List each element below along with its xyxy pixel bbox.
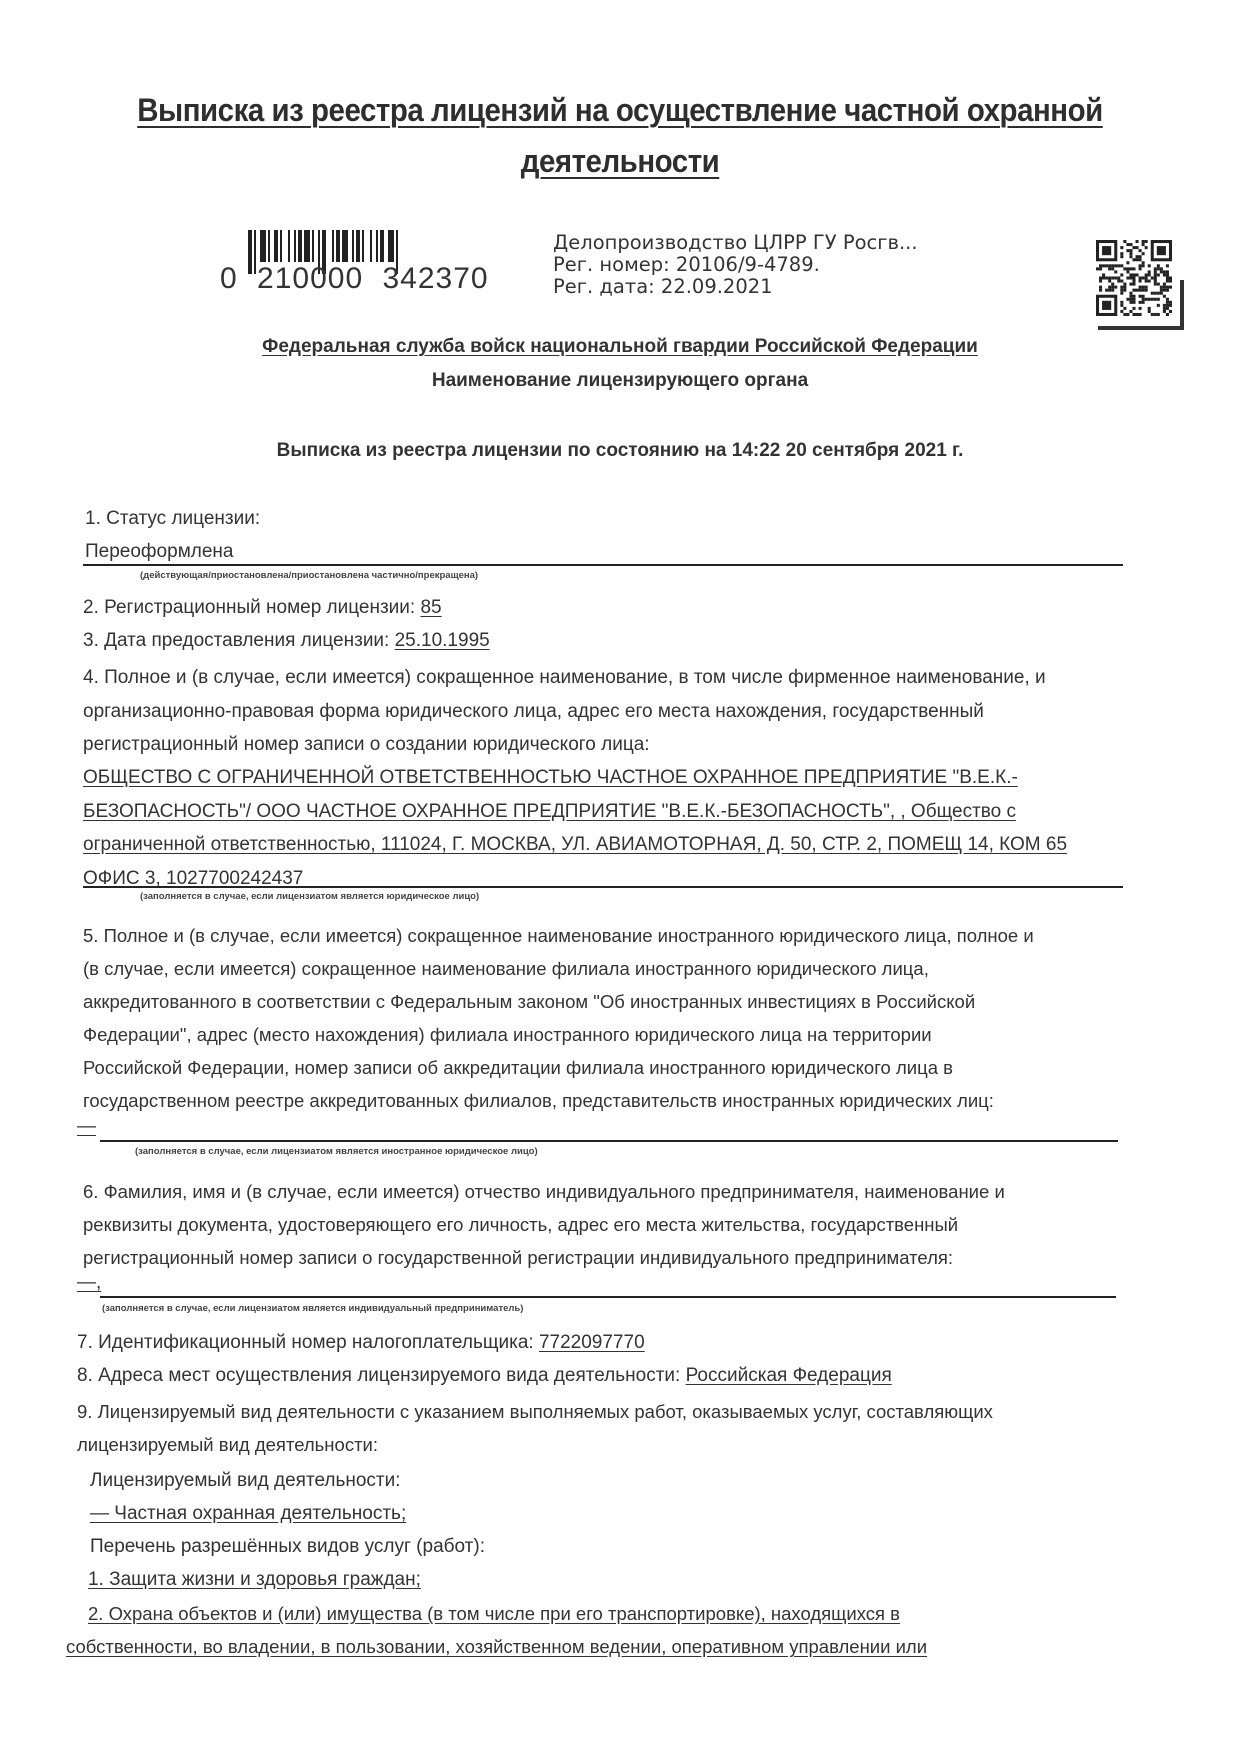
- qr-module: [1129, 249, 1132, 252]
- qr-module: [1126, 298, 1129, 301]
- qr-module: [1102, 301, 1111, 310]
- qr-module: [1126, 267, 1129, 270]
- qr-module: [1114, 270, 1117, 273]
- qr-module: [1166, 270, 1169, 273]
- barcode-bar: [380, 230, 384, 262]
- qr-module: [1099, 286, 1102, 289]
- section-4-value: [83, 761, 1183, 895]
- qr-module: [1105, 289, 1108, 292]
- section-4-label-line: регистрационный номер записи о создании юридического лица:: [83, 734, 650, 755]
- barcode-part-1: 210000: [257, 262, 364, 295]
- section-6-underline: [100, 1296, 1116, 1298]
- qr-module: [1099, 276, 1102, 279]
- qr-module: [1114, 264, 1117, 267]
- qr-module: [1120, 310, 1123, 313]
- qr-module: [1157, 283, 1160, 286]
- section-5-underline: [100, 1140, 1118, 1142]
- stamp-reg-date: Рег. дата: 22.09.2021: [553, 275, 773, 298]
- section-6-label-line: 6. Фамилия, имя и (в случае, если имеется) отчество индивидуального предпринимателя, наименование и: [83, 1181, 1005, 1202]
- qr-module: [1108, 280, 1111, 283]
- qr-module: [1111, 264, 1114, 267]
- section-9-label-line: лицензируемый вид деятельности:: [77, 1434, 379, 1455]
- qr-module: [1126, 276, 1129, 279]
- qr-module: [1145, 240, 1148, 243]
- qr-module: [1139, 249, 1142, 252]
- licensing-body: [0, 336, 1240, 358]
- qr-module: [1129, 301, 1132, 304]
- section-2-label: 2. Регистрационный номер лицензии:: [83, 597, 421, 618]
- section-7: [77, 1332, 645, 1354]
- qr-module: [1105, 264, 1108, 267]
- barcode-bar: [376, 230, 378, 262]
- activity-type-value: — Частная охранная деятельность;: [90, 1503, 407, 1524]
- qr-module: [1163, 307, 1166, 310]
- qr-module: [1132, 313, 1135, 316]
- qr-module: [1169, 276, 1172, 279]
- section-4-label-line: организационно-правовая форма юридического лица, адрес его места нахождения, государственный: [83, 700, 984, 722]
- qr-module: [1099, 280, 1102, 283]
- barcode-bar: [332, 230, 334, 262]
- section-7-label: 7. Идентификационный номер налогоплательщика:: [77, 1332, 539, 1353]
- section-6-label: [83, 1175, 1183, 1274]
- qr-module: [1148, 270, 1151, 273]
- qr-module: [1154, 280, 1157, 283]
- qr-module: [1129, 255, 1132, 258]
- barcode-bar: [356, 230, 360, 262]
- qr-module: [1120, 246, 1123, 249]
- qr-module: [1111, 276, 1114, 279]
- qr-module: [1108, 267, 1111, 270]
- barcode-bar: [294, 230, 296, 262]
- qr-module: [1154, 283, 1157, 286]
- barcode-number: [220, 262, 489, 296]
- qr-module: [1166, 276, 1169, 279]
- barcode-bar: [362, 230, 364, 262]
- qr-module: [1160, 289, 1163, 292]
- legal-entity-line: БЕЗОПАСНОСТЬ"/ ООО ЧАСТНОЕ ОХРАННОЕ ПРЕДПРИЯТИЕ "В.Е.К.-БЕЗОПАСНОСТЬ", , Общество с: [83, 800, 1017, 822]
- qr-module: [1166, 313, 1169, 316]
- barcode-bar: [312, 230, 314, 262]
- qr-module: [1102, 276, 1105, 279]
- services-list-label: Перечень разрешённых видов услуг (работ):: [90, 1536, 485, 1557]
- qr-module: [1154, 276, 1157, 279]
- qr-module: [1154, 267, 1157, 270]
- qr-module: [1123, 307, 1126, 310]
- qr-module: [1142, 276, 1145, 279]
- qr-module: [1099, 289, 1102, 292]
- qr-module: [1142, 252, 1145, 255]
- license-date-value: 25.10.1995: [394, 630, 490, 651]
- qr-module: [1132, 246, 1135, 249]
- foreign-entity-value: —: [77, 1116, 96, 1137]
- qr-module: [1132, 298, 1135, 301]
- qr-module: [1163, 310, 1166, 313]
- qr-code-icon: [1096, 240, 1172, 316]
- section-6-caption: (заполняется в случае, если лицензиатом является индивидуальный предприниматель): [102, 1303, 524, 1314]
- qr-module: [1145, 286, 1148, 289]
- barcode-bar: [274, 230, 278, 262]
- qr-module: [1151, 292, 1154, 295]
- qr-module: [1120, 255, 1123, 258]
- qr-module: [1114, 286, 1117, 289]
- qr-module: [1132, 276, 1135, 279]
- as-of-date: Выписка из реестра лицензии по состоянию на 14:22 20 сентября 2021 г.: [276, 440, 964, 461]
- section-4-underline: [83, 886, 1123, 888]
- qr-module: [1117, 276, 1120, 279]
- qr-module: [1148, 310, 1151, 313]
- section-9-label-line: 9. Лицензируемый вид деятельности с указанием выполняемых работ, оказываемых услуг, составляющих: [77, 1401, 993, 1422]
- license-number-value: 85: [420, 597, 442, 618]
- qr-module: [1142, 286, 1145, 289]
- section-8: [77, 1365, 892, 1387]
- qr-module: [1157, 313, 1160, 316]
- qr-module: [1123, 313, 1126, 316]
- qr-module: [1126, 261, 1129, 264]
- qr-module: [1163, 289, 1166, 292]
- qr-module: [1163, 270, 1166, 273]
- section-5-label-line: аккредитованного в соответствии с Федеральным законом "Об иностранных инвестициях в Российской: [83, 991, 976, 1012]
- qr-module: [1136, 255, 1139, 258]
- qr-module: [1132, 267, 1135, 270]
- qr-module: [1145, 298, 1148, 301]
- qr-module: [1126, 270, 1129, 273]
- section-4-caption: (заполняется в случае, если лицензиатом является юридическое лицо): [140, 891, 480, 902]
- section-1-underline: [83, 564, 1123, 566]
- section-1-caption: (действующая/приостановлена/приостановлена частично/прекращена): [140, 570, 479, 581]
- qr-module: [1154, 270, 1157, 273]
- qr-module: [1142, 261, 1145, 264]
- section-5-label: [83, 919, 1183, 1117]
- section-4-label: [83, 661, 1183, 762]
- stamp-office: Делопроизводство ЦЛРР ГУ Росгв...: [553, 231, 918, 254]
- qr-module: [1154, 298, 1157, 301]
- qr-module: [1136, 258, 1139, 261]
- qr-module: [1157, 267, 1160, 270]
- qr-module: [1145, 273, 1148, 276]
- qr-module: [1166, 280, 1169, 283]
- qr-module: [1139, 276, 1142, 279]
- registration-stamp: [553, 232, 918, 298]
- qr-module: [1169, 301, 1172, 304]
- stamp-reg-number: Рег. номер: 20106/9-4789.: [553, 253, 820, 276]
- qr-module: [1169, 286, 1172, 289]
- qr-module: [1157, 304, 1160, 307]
- qr-module: [1139, 264, 1142, 267]
- qr-module: [1163, 273, 1166, 276]
- qr-module: [1117, 280, 1120, 283]
- qr-module: [1136, 289, 1139, 292]
- qr-module: [1108, 264, 1111, 267]
- service-item: 1. Защита жизни и здоровья граждан;: [88, 1569, 421, 1590]
- qr-module: [1132, 258, 1135, 261]
- qr-module: [1139, 280, 1142, 283]
- qr-module: [1151, 298, 1154, 301]
- qr-module: [1154, 273, 1157, 276]
- qr-module: [1142, 243, 1145, 246]
- qr-module: [1129, 283, 1132, 286]
- qr-module: [1105, 276, 1108, 279]
- license-status-value: Переоформлена: [85, 541, 234, 562]
- qr-module: [1148, 280, 1151, 283]
- qr-module: [1129, 310, 1132, 313]
- qr-module: [1142, 301, 1145, 304]
- qr-module: [1160, 292, 1163, 295]
- qr-module: [1157, 298, 1160, 301]
- qr-module: [1136, 246, 1139, 249]
- qr-module: [1099, 267, 1102, 270]
- barcode-bar: [352, 230, 354, 262]
- barcode-part-2: 342370: [382, 262, 489, 295]
- section-1-label: 1. Статус лицензии:: [85, 508, 261, 529]
- section-5-label-line: (в случае, если имеется) сокращенное наименование филиала иностранного юридического лица,: [83, 958, 929, 979]
- section-4-label-line: 4. Полное и (в случае, если имеется) сокращенное наименование, в том числе фирменное наименование, и: [83, 667, 1046, 688]
- individual-entrepreneur-value: —,: [77, 1272, 102, 1293]
- qr-module: [1139, 301, 1142, 304]
- title-text-1: Выписка из реестра лицензий на осуществление частной охранной: [137, 92, 1103, 128]
- section-6-label-line: реквизиты документа, удостоверяющего его личность, адрес его места жительства, государственный: [83, 1214, 959, 1235]
- document-title-line-2: [50, 143, 1191, 180]
- qr-module: [1120, 273, 1123, 276]
- qr-module: [1129, 273, 1132, 276]
- qr-module: [1126, 313, 1129, 316]
- qr-module: [1126, 249, 1129, 252]
- qr-module: [1114, 276, 1117, 279]
- qr-module: [1148, 264, 1151, 267]
- qr-module: [1166, 264, 1169, 267]
- qr-module: [1111, 267, 1114, 270]
- qr-module: [1120, 264, 1123, 267]
- section-5-label-line: Федерации", адрес (место нахождения) филиала иностранного юридического лица на территории: [83, 1024, 932, 1045]
- qr-module: [1120, 292, 1123, 295]
- qr-module: [1123, 283, 1126, 286]
- qr-module: [1129, 292, 1132, 295]
- qr-module: [1148, 273, 1151, 276]
- qr-module: [1129, 276, 1132, 279]
- qr-module: [1139, 313, 1142, 316]
- qr-module: [1102, 273, 1105, 276]
- qr-module: [1136, 313, 1139, 316]
- qr-module: [1132, 280, 1135, 283]
- barcode-bar: [370, 230, 372, 262]
- service-item: собственности, во владении, в пользовании, хозяйственном ведении, оперативном управлении или: [66, 1636, 928, 1657]
- section-5-label-line: государственном реестре аккредитованных филиалов, представительств иностранных юридических лиц:: [83, 1090, 994, 1111]
- qr-module: [1136, 273, 1139, 276]
- qr-module: [1166, 304, 1169, 307]
- qr-module: [1148, 307, 1151, 310]
- qr-module: [1166, 301, 1169, 304]
- qr-module: [1163, 286, 1166, 289]
- qr-module: [1157, 246, 1166, 255]
- qr-module: [1132, 289, 1135, 292]
- qr-module: [1157, 292, 1160, 295]
- qr-module: [1151, 276, 1154, 279]
- qr-module: [1123, 240, 1126, 243]
- section-3: [83, 630, 490, 652]
- section-9-label: [77, 1395, 1177, 1461]
- activity-address-value: Российская Федерация: [685, 1365, 892, 1386]
- qr-module: [1111, 289, 1114, 292]
- barcode-bar: [288, 230, 290, 262]
- qr-module: [1102, 264, 1105, 267]
- qr-module: [1102, 246, 1111, 255]
- section-5-label-line: Российской Федерации, номер записи об аккредитации филиала иностранного юридического лица в: [83, 1057, 953, 1078]
- qr-module: [1142, 295, 1145, 298]
- barcode-bar: [388, 230, 394, 262]
- barcode-bar: [268, 230, 270, 262]
- qr-module: [1132, 273, 1135, 276]
- qr-module: [1132, 295, 1135, 298]
- qr-module: [1142, 264, 1145, 267]
- barcode-bar: [280, 230, 282, 262]
- qr-module: [1142, 240, 1145, 243]
- qr-module: [1160, 286, 1163, 289]
- qr-module: [1120, 304, 1123, 307]
- licensing-body-caption: Наименование лицензирующего органа: [431, 370, 809, 391]
- qr-module: [1154, 313, 1157, 316]
- qr-module: [1142, 298, 1145, 301]
- qr-module: [1132, 283, 1135, 286]
- qr-module: [1166, 289, 1169, 292]
- legal-entity-line: ограниченной ответственностью, 111024, Г. МОСКВА, УЛ. АВИАМОТОРНАЯ, Д. 50, СТР. 2, ПОМЕЩ 14, КОМ 65: [83, 834, 1068, 855]
- legal-entity-line: ОФИС 3, 1027700242437: [83, 867, 304, 889]
- licensing-body-text: Федеральная служба войск национальной гвардии Российской Федерации: [262, 336, 978, 357]
- qr-module: [1108, 286, 1111, 289]
- qr-module: [1129, 267, 1132, 270]
- qr-module: [1108, 289, 1111, 292]
- section-6-label-line: регистрационный номер записи о государственной регистрации индивидуального предпринимателя:: [83, 1247, 954, 1268]
- legal-entity-line: ОБЩЕСТВО С ОГРАНИЧЕННОЙ ОТВЕТСТВЕННОСТЬЮ ЧАСТНОЕ ОХРАННОЕ ПРЕДПРИЯТИЕ "В.Е.К.-: [83, 767, 1018, 788]
- qr-module: [1132, 301, 1135, 304]
- qr-module: [1108, 276, 1111, 279]
- qr-module: [1139, 295, 1142, 298]
- qr-module: [1139, 255, 1142, 258]
- qr-module: [1145, 289, 1148, 292]
- qr-module: [1129, 243, 1132, 246]
- qr-module: [1142, 289, 1145, 292]
- qr-module: [1120, 252, 1123, 255]
- qr-module: [1145, 276, 1148, 279]
- qr-module: [1157, 273, 1160, 276]
- qr-module: [1148, 298, 1151, 301]
- section-5-label-line: 5. Полное и (в случае, если имеется) сокращенное наименование иностранного юридического лица, полное и: [83, 925, 1034, 946]
- qr-module: [1117, 264, 1120, 267]
- qr-module: [1169, 304, 1172, 307]
- qr-module: [1160, 267, 1163, 270]
- barcode-bar: [298, 230, 302, 262]
- qr-module: [1145, 280, 1148, 283]
- qr-module: [1139, 258, 1142, 261]
- qr-module: [1139, 307, 1142, 310]
- qr-module: [1111, 286, 1114, 289]
- qr-module: [1166, 298, 1169, 301]
- qr-module: [1166, 273, 1169, 276]
- qr-module: [1139, 286, 1142, 289]
- qr-module: [1145, 246, 1148, 249]
- qr-module: [1154, 292, 1157, 295]
- qr-module: [1129, 298, 1132, 301]
- qr-module: [1129, 252, 1132, 255]
- qr-module: [1160, 270, 1163, 273]
- qr-module: [1169, 280, 1172, 283]
- qr-module: [1163, 283, 1166, 286]
- qr-module: [1111, 283, 1114, 286]
- qr-module: [1139, 289, 1142, 292]
- qr-module: [1166, 286, 1169, 289]
- activity-type-label: Лицензируемый вид деятельности:: [90, 1470, 401, 1491]
- qr-module: [1120, 286, 1123, 289]
- service-item: 2. Охрана объектов и (или) имущества (в том числе при его транспортировке), находящихся в: [88, 1603, 901, 1624]
- qr-module: [1120, 289, 1123, 292]
- qr-module: [1120, 280, 1123, 283]
- qr-module: [1099, 264, 1102, 267]
- qr-module: [1123, 267, 1126, 270]
- barcode-bar: [260, 230, 266, 262]
- qr-module: [1169, 310, 1172, 313]
- qr-module: [1096, 267, 1099, 270]
- qr-module: [1120, 301, 1123, 304]
- title-text-2: деятельности: [520, 143, 720, 179]
- section-3-label: 3. Дата предоставления лицензии:: [83, 630, 395, 651]
- qr-module: [1151, 313, 1154, 316]
- qr-module: [1123, 289, 1126, 292]
- qr-module: [1126, 243, 1129, 246]
- barcode-bar: [304, 230, 310, 262]
- barcode-bar: [342, 230, 348, 262]
- document-title-line-1: [50, 92, 1191, 129]
- qr-module: [1163, 295, 1166, 298]
- qr-module: [1129, 295, 1132, 298]
- section-8-label: 8. Адреса мест осуществления лицензируемого вида деятельности:: [77, 1365, 686, 1386]
- qr-module: [1123, 286, 1126, 289]
- section-2: [83, 597, 442, 619]
- qr-module: [1132, 307, 1135, 310]
- qr-module: [1166, 307, 1169, 310]
- inn-value: 7722097770: [538, 1332, 645, 1353]
- qr-module: [1163, 304, 1166, 307]
- qr-module: [1157, 264, 1160, 267]
- section-5-caption: (заполняется в случае, если лицензиатом является иностранное юридическое лицо): [135, 1146, 538, 1157]
- barcode-bar: [336, 230, 340, 262]
- barcode-prefix: 0: [220, 262, 238, 295]
- qr-module: [1139, 267, 1142, 270]
- qr-module: [1136, 240, 1139, 243]
